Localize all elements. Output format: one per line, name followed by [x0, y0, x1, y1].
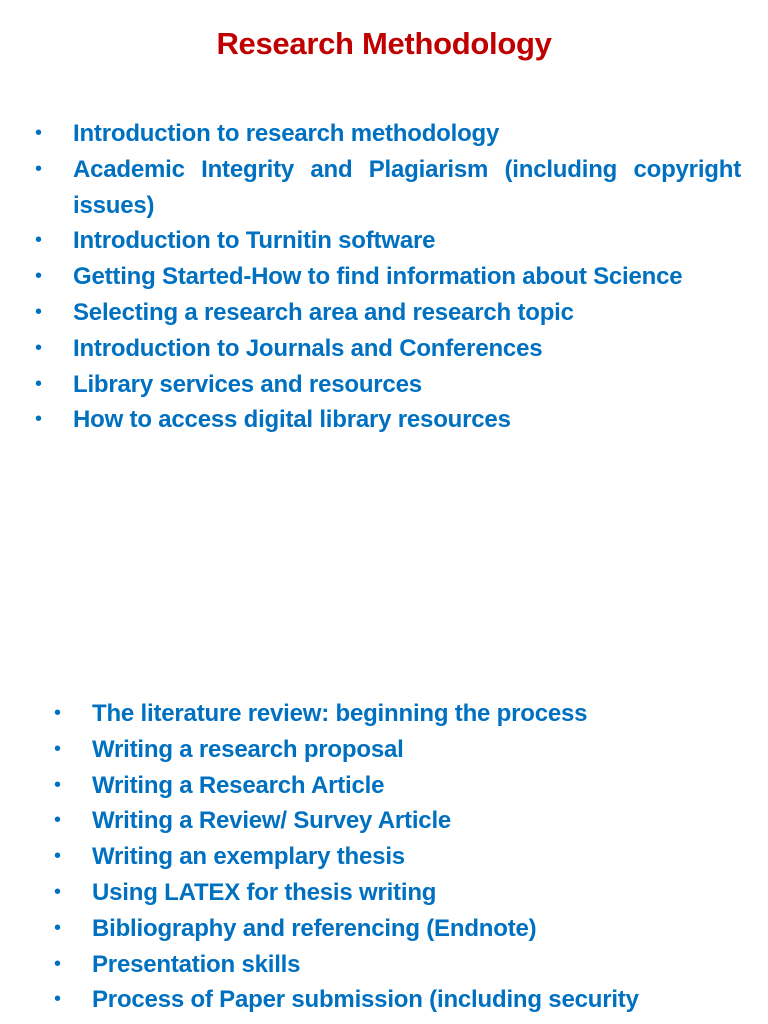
- topic-list-1: [35, 116, 741, 438]
- list-item: [35, 367, 741, 403]
- list-item: [35, 223, 741, 259]
- bullet-icon: •: [54, 773, 61, 796]
- list-item: [54, 803, 760, 839]
- bullet-icon: •: [35, 122, 42, 144]
- list-item: [35, 331, 741, 367]
- list-item-text: The literature review: beginning the process: [92, 700, 588, 727]
- bullet-icon: •: [35, 300, 42, 323]
- list-item-text: Academic Integrity and Plagiarism (including copyright issues): [73, 155, 741, 219]
- list-item-text: Introduction to Journals and Conferences: [73, 334, 543, 362]
- list-item-text: Process of Paper submission (including security: [92, 986, 639, 1014]
- bullet-icon: •: [35, 265, 42, 288]
- list-item: [35, 152, 741, 224]
- bullet-icon: •: [54, 988, 61, 1011]
- list-item-text: Introduction to research methodology: [73, 120, 500, 147]
- list-item-text: Writing a Research Article: [92, 771, 385, 799]
- list-item: [35, 116, 741, 152]
- list-item-text: Using LATEX for thesis writing: [92, 878, 437, 906]
- list-item: [54, 768, 760, 804]
- topic-list-2: [54, 696, 760, 1018]
- page-title: Research Methodology: [216, 26, 552, 61]
- bullet-icon: •: [54, 702, 61, 724]
- bullet-icon: •: [35, 229, 42, 252]
- list-item: [54, 696, 760, 732]
- bullet-icon: •: [35, 157, 42, 180]
- list-item: [54, 875, 760, 911]
- list-item: [35, 295, 741, 331]
- bullet-icon: •: [54, 880, 61, 903]
- list-item: [35, 402, 741, 438]
- bullet-icon: •: [35, 336, 42, 359]
- list-item-text: Library services and resources: [73, 370, 422, 398]
- bullet-icon: •: [54, 809, 61, 832]
- list-item-text: Writing a research proposal: [92, 735, 404, 763]
- list-item: [54, 947, 760, 983]
- bullet-icon: •: [54, 845, 61, 868]
- list-item-text: Writing an exemplary thesis: [92, 843, 405, 871]
- list-item: [35, 259, 741, 295]
- list-item-text: Bibliography and referencing (Endnote): [92, 914, 537, 942]
- bullet-icon: •: [35, 408, 42, 431]
- list-item-text: Selecting a research area and research topic: [73, 298, 574, 326]
- list-item-text: Getting Started-How to find information about Science: [73, 263, 683, 291]
- list-item: [54, 839, 760, 875]
- bullet-icon: •: [54, 737, 61, 760]
- list-item: [54, 911, 760, 947]
- list-item-text: Introduction to Turnitin software: [73, 227, 436, 255]
- list-item-text: How to access digital library resources: [73, 406, 511, 434]
- list-item-text: Writing a Review/ Survey Article: [92, 807, 452, 835]
- bullet-icon: •: [54, 916, 61, 939]
- list-item: [54, 982, 760, 1018]
- bullet-icon: •: [35, 372, 42, 395]
- list-item-text: Presentation skills: [92, 950, 301, 978]
- bullet-icon: •: [54, 952, 61, 975]
- list-item: [54, 732, 760, 768]
